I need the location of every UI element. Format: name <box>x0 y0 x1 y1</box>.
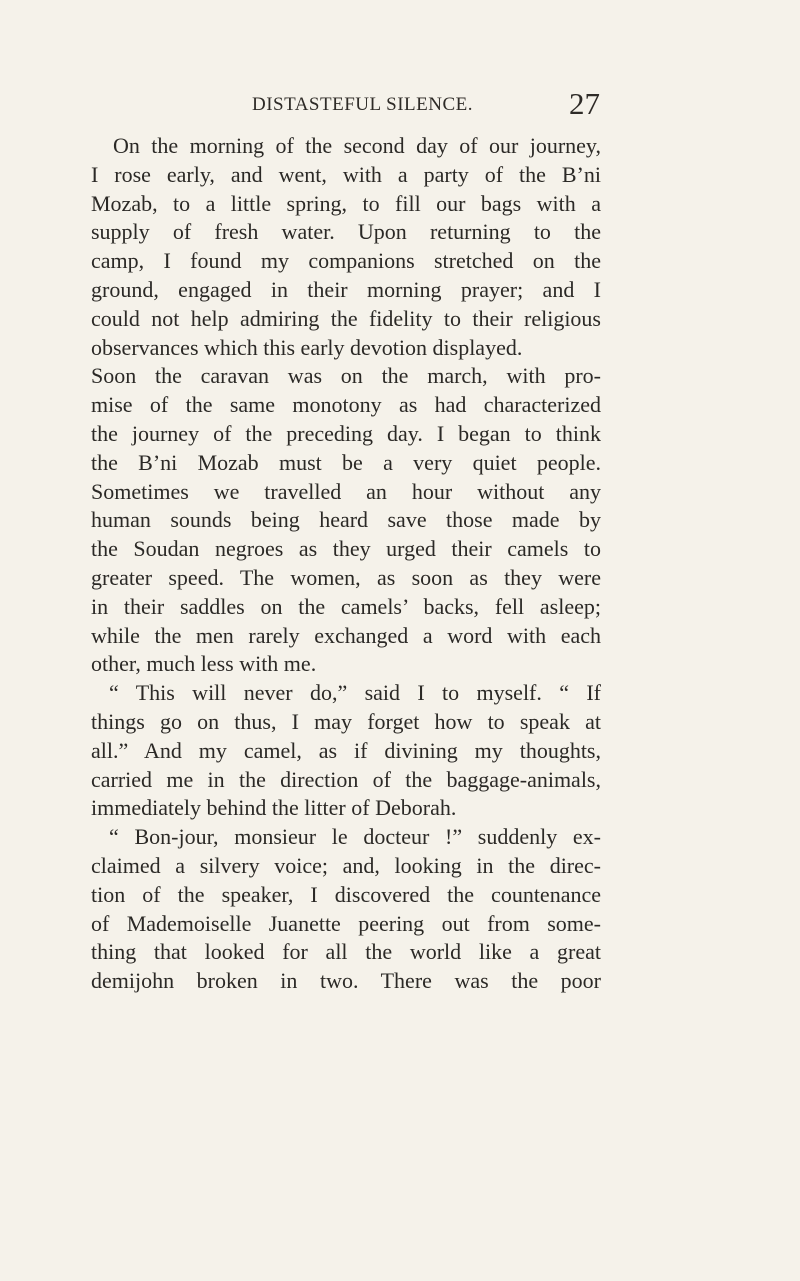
text-line: the B’ni Mozab must be a very quiet people. <box>91 449 601 475</box>
running-head <box>207 86 600 124</box>
text-line: supply of fresh water. Upon returning to the <box>91 219 601 245</box>
text-line: immediately behind the litter of Deborah. <box>91 795 457 821</box>
text-line: in their saddles on the camels’ backs, fell asleep; <box>91 593 601 619</box>
text-line: claimed a silvery voice; and, looking in the direc- <box>91 852 601 878</box>
body-text <box>91 132 601 996</box>
text-line: could not help admiring the fidelity to their religious <box>91 305 601 331</box>
text-line: Soon the caravan was on the march, with pro- <box>91 363 601 389</box>
text-line: ground, engaged in their morning prayer; and I <box>91 276 601 302</box>
running-title: DISTASTEFUL SILENCE. <box>252 94 473 115</box>
text-line: mise of the same monotony as had characterized <box>91 392 601 418</box>
text-line: tion of the speaker, I discovered the countenance <box>91 881 601 907</box>
text-line: “ Bon-jour, monsieur le docteur !” suddenly ex- <box>109 824 601 850</box>
text-line: Sometimes we travelled an hour without any <box>91 478 601 504</box>
page-number: 27 <box>569 86 600 121</box>
text-line: of Mademoiselle Juanette peering out from some- <box>91 910 601 936</box>
text-line: greater speed. The women, as soon as they were <box>91 564 601 590</box>
text-line: while the men rarely exchanged a word with each <box>91 622 601 648</box>
text-line: observances which this early devotion displayed. <box>91 334 523 360</box>
text-line: the journey of the preceding day. I began to think <box>91 420 601 446</box>
text-line: demijohn broken in two. There was the poor <box>91 968 601 994</box>
text-line: camp, I found my companions stretched on the <box>91 248 601 274</box>
text-line: I rose early, and went, with a party of the B’ni <box>91 161 601 187</box>
text-line: thing that looked for all the world like a great <box>91 939 601 965</box>
text-line: the Soudan negroes as they urged their camels to <box>91 536 601 562</box>
text-line: all.” And my camel, as if divining my thoughts, <box>91 737 601 763</box>
text-line: “ This will never do,” said I to myself. “ If <box>109 680 601 706</box>
text-line: other, much less with me. <box>91 651 317 677</box>
text-line: Mozab, to a little spring, to fill our bags with a <box>91 190 601 216</box>
text-line: things go on thus, I may forget how to speak at <box>91 708 601 734</box>
text-line: human sounds being heard save those made by <box>91 507 601 533</box>
text-line: On the morning of the second day of our journey, <box>113 133 601 158</box>
text-line: carried me in the direction of the baggage-animals, <box>91 766 601 792</box>
